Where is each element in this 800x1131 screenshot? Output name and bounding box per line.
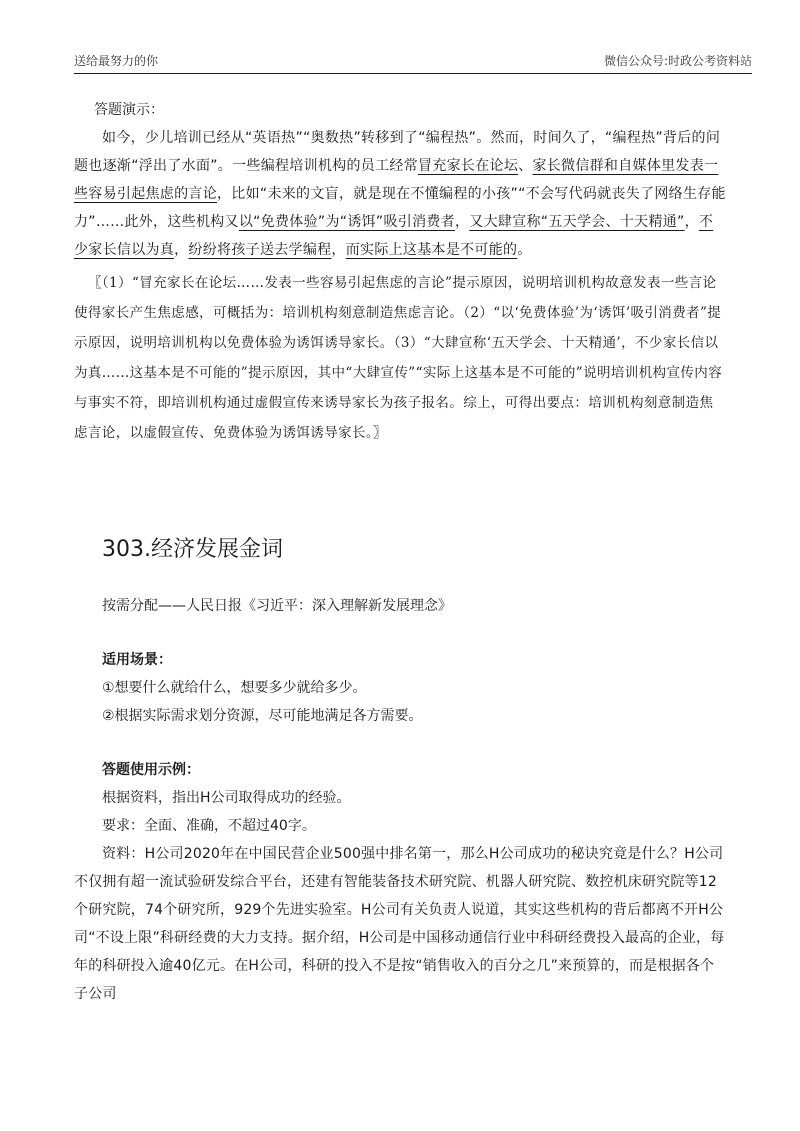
header-divider: [74, 73, 752, 74]
demo-label: 答题演示：: [94, 102, 164, 118]
material-paragraph: 资料：H公司2020年在中国民营企业500强中排名第一，那么H公司成功的秘诀究竟是什么？H公司不仅拥有超一流试验研发综合平台，还建有智能装备技术研究院、机器人研究院、数控机床研究院等12个研究院，74个研究所，929个先进实验室。H公司有关负责人说道，其实这些机构的背后都离不开H公司“不设上限”科研经费的大力支持。据介绍，H公司是中国移动通信行业中科研经费投入最高的企业，每年的科研投入逾40亿元。在H公司，科研的投入不是按“销售收入的百分之几”来预算的，而是根据各个子公司: [74, 846, 725, 1002]
scene-item: ①想要什么就给什么，想要多少就给多少。: [102, 680, 367, 696]
page-header: [74, 52, 752, 72]
demo-paragraph: [74, 124, 726, 264]
underlined-phrase: 以“免费体验”为“诱饵”: [238, 214, 384, 230]
requirement-text: 要求：全面、准确，不超过40字。: [102, 818, 316, 834]
paragraph-text: ，: [331, 242, 346, 258]
paragraph-text: ，比如“未来的文盲，就是现在不懂编程的小孩”“不会写代码就丧失了网络生存能力”……此外，这些机构又: [74, 186, 726, 230]
question-text: 根据资料，指出H公司取得成功的经验。: [102, 790, 351, 806]
underlined-phrase: 而实际上这基本是不可能的: [345, 242, 518, 258]
header-wechat-account: 微信公众号:时政公考资料站: [603, 54, 752, 68]
paragraph-text: ，: [684, 214, 699, 230]
underlined-phrase: 家长微信群和自媒体里发表一些容易引起焦虑的言论: [74, 158, 719, 202]
paragraph-text: 如今，少儿培训已经从“英语热”“奥数热”转移到了“编程热”。然而，时间久了，“编程热”背后的问题也逐渐“浮出了水面”。一些编程培训机构的员工经常: [74, 130, 721, 174]
underlined-phrase: 不少家长信以为真: [74, 214, 714, 258]
source-citation: 按需分配——人民日报《习近平：深入理解新发展理念》: [102, 598, 452, 614]
economic-keyword-section: [74, 534, 726, 1008]
section-title: 303.经济发展金词: [102, 537, 283, 562]
scene-item: ②根据实际需求划分资源，尽可能地满足各方需要。: [102, 708, 423, 724]
underlined-phrase: 纷纷将孩子送去学编程: [188, 242, 332, 258]
answer-demo-section: [74, 96, 726, 448]
paragraph-text: ，: [174, 242, 189, 258]
underlined-phrase: 冒充家长在论坛: [418, 158, 519, 174]
analysis-note: 〖（1）“冒充家长在论坛……发表一些容易引起焦虑的言论”提示原因，说明培训机构故意发表一些言论使得家长产生焦虑感，可概括为：培训机构刻意制造焦虑言论。（2）“以‘免费体验’为‘诱饵’吸引消费者”提示原因，说明培训机构以免费体验为诱饵诱导家长。（3）“大肆宣称‘五天学会、十天精通’，不少家长信以为真……这基本是不可能的”提示原因，其中“大肆宣传”“实际上这基本是不可能的”说明培训机构宣传内容与事实不符，即培训机构通过虚假宣传来诱导家长为孩子报名。综上，可得出要点：培训机构刻意制造焦虑言论，以虚假宣传、免费体验为诱饵诱导家长。〗: [74, 275, 723, 441]
underlined-phrase: 吸引消费者: [383, 214, 455, 230]
paragraph-text: 。: [517, 242, 532, 258]
header-slogan: 送给最努力的你: [74, 54, 159, 68]
paragraph-text: ，: [454, 214, 470, 230]
paragraph-text: 、: [518, 158, 533, 174]
scene-label: 适用场景：: [102, 652, 172, 668]
example-label: 答题使用示例：: [102, 762, 200, 778]
underlined-phrase: 又大肆宣称“五天学会、十天精通”: [469, 214, 685, 230]
